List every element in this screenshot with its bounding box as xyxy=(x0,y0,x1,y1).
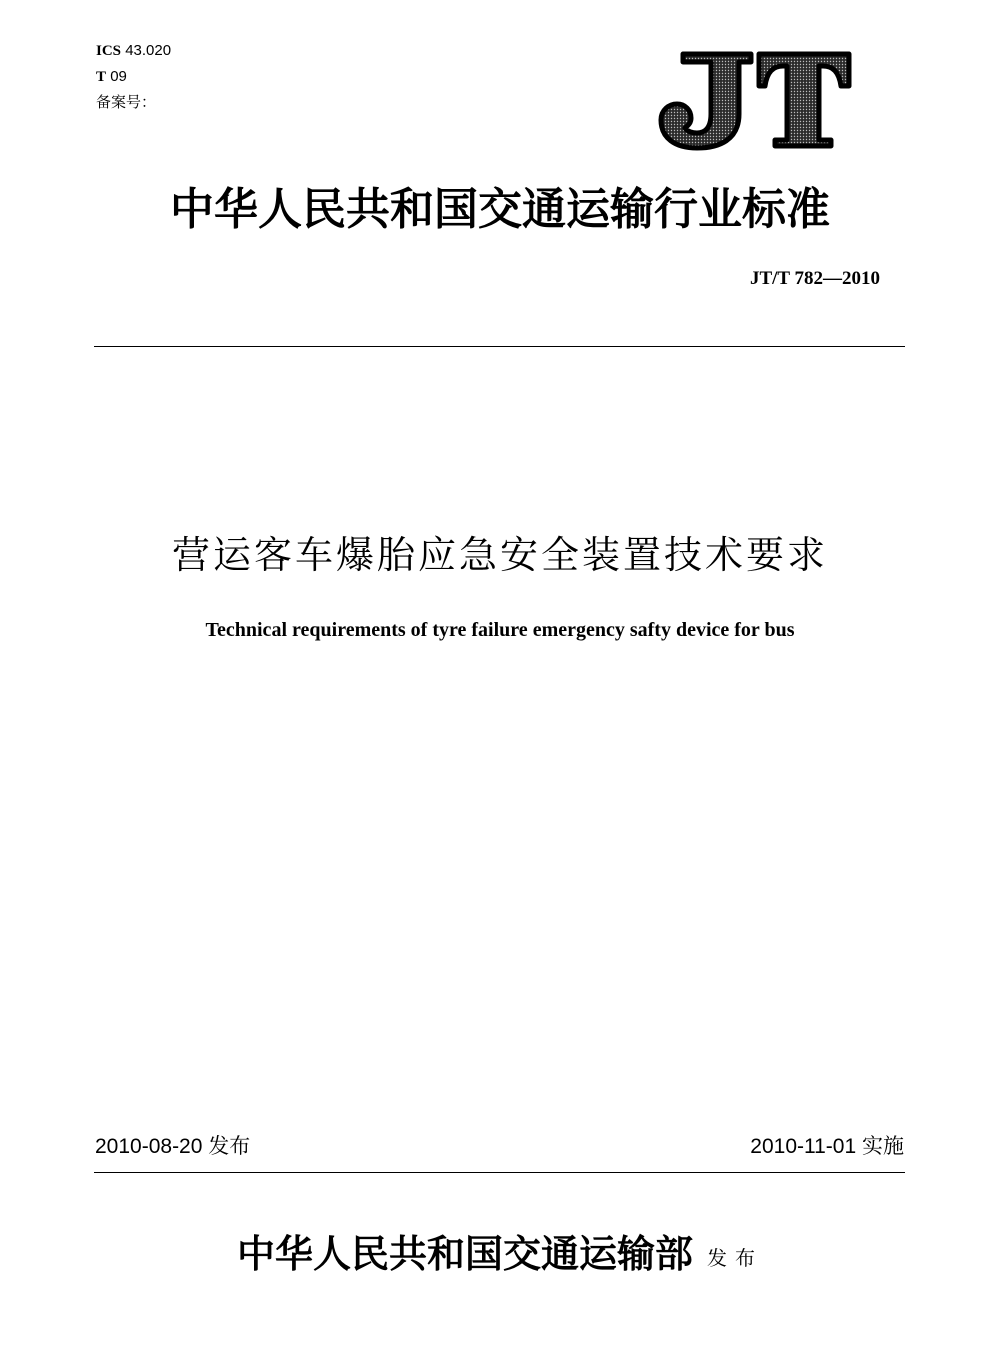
ics-value: 43.020 xyxy=(125,42,172,59)
implementation-label: 实施 xyxy=(862,1134,904,1158)
issuer-name: 中华人民共和国交通运输部 xyxy=(236,1231,693,1276)
document-title-english: Technical requirements of tyre failure emergency safty device for bus xyxy=(205,619,795,641)
filing-label: 备案号： xyxy=(96,94,157,111)
footer-divider xyxy=(94,1172,905,1173)
document-title-chinese: 营运客车爆胎应急安全装置技术要求 xyxy=(171,533,828,577)
issue-date-line xyxy=(95,1132,250,1161)
issuing-industry-title: 中华人民共和国交通运输行业标准 xyxy=(170,184,830,235)
issuer-line xyxy=(0,1228,1000,1280)
standard-number: JT/T 782—2010 xyxy=(749,268,880,289)
ics-classification xyxy=(96,42,171,60)
issue-date: 2010-08-20 xyxy=(95,1135,203,1158)
issuer-action: 发布 xyxy=(707,1246,763,1270)
category-code xyxy=(96,68,127,86)
ics-label: ICS xyxy=(96,43,122,59)
implementation-date-line xyxy=(750,1132,904,1161)
issue-label: 发布 xyxy=(208,1134,251,1158)
implementation-date: 2010-11-01 xyxy=(750,1135,857,1158)
category-value: 09 xyxy=(110,68,127,85)
category-label: T xyxy=(96,69,107,85)
header-divider xyxy=(94,346,905,347)
jt-logo-icon xyxy=(655,48,855,152)
filing-number xyxy=(96,94,156,112)
